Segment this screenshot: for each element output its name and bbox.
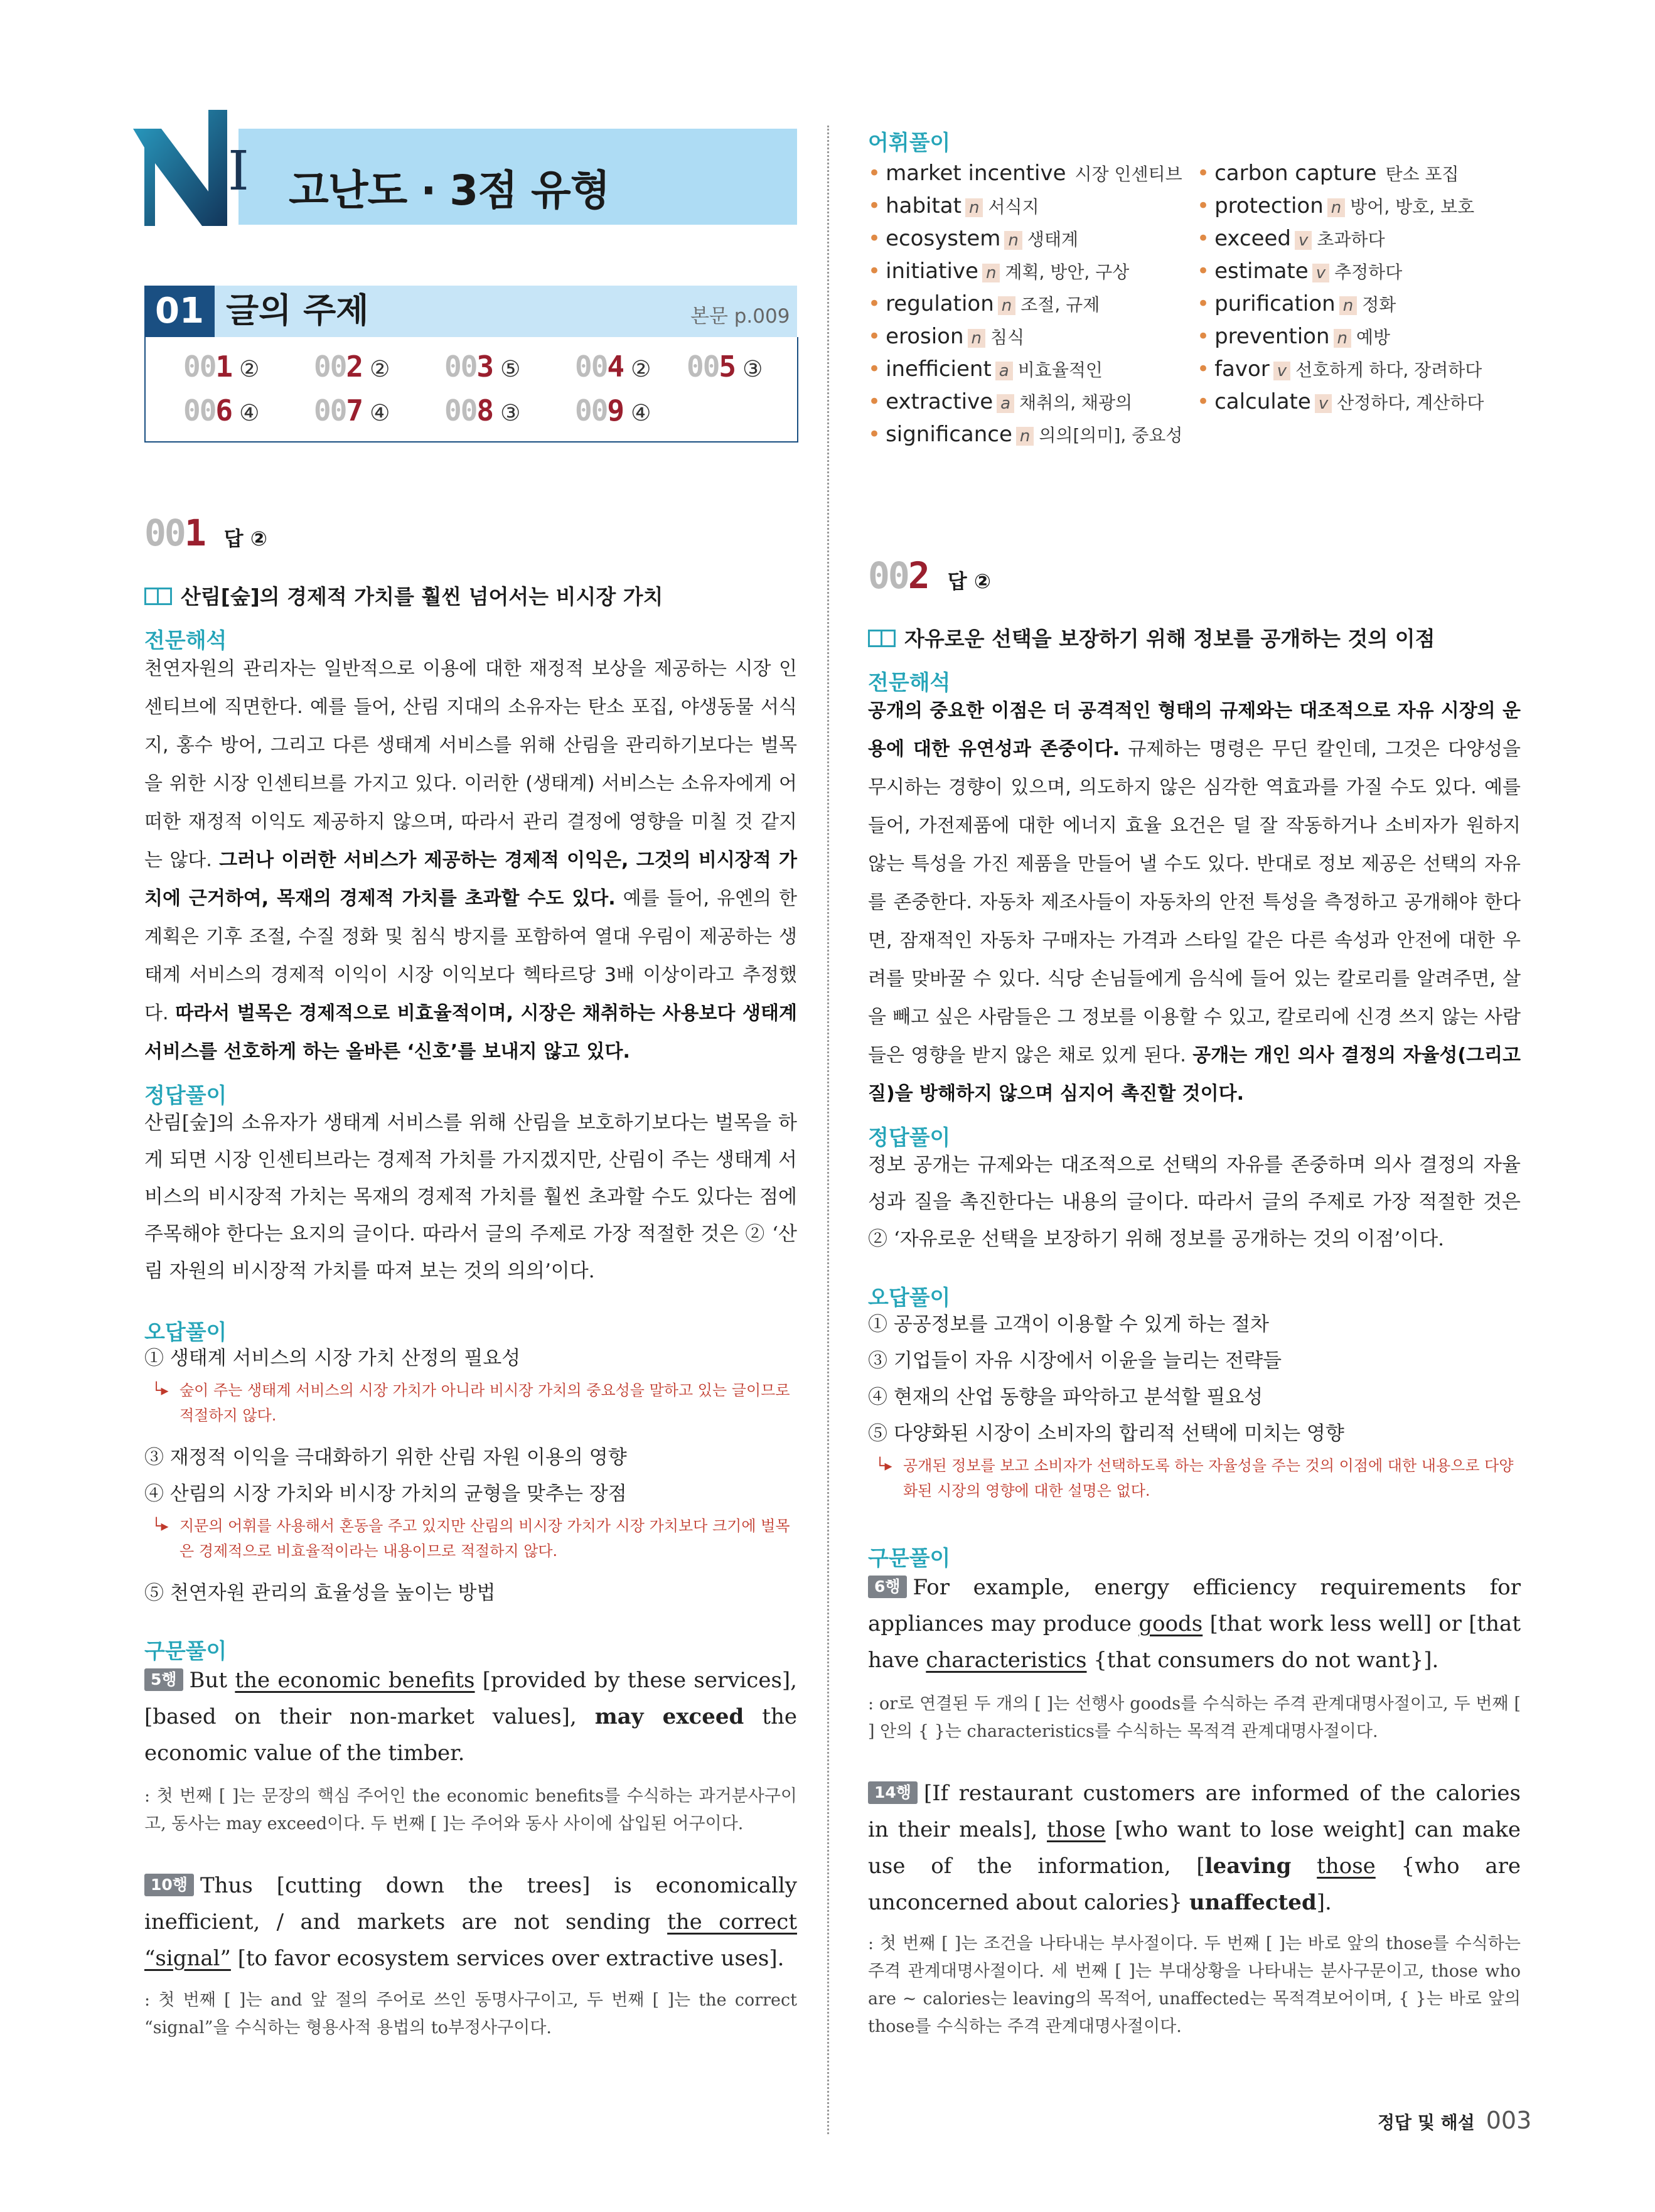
vocab-meaning: 탄소 포집	[1385, 164, 1459, 185]
vocab-word: ecosystem	[886, 226, 1001, 251]
q002-wrong-option-3: ③ 기업들이 자유 시장에서 이윤을 늘리는 전략들	[868, 1350, 1282, 1372]
q001-wrong-note-1: └▸ 숲이 주는 생태계 서비스의 시장 가치가 아니라 비시장 가치의 중요성을 말하고 있는 글이므로 적절하지 않다.	[152, 1378, 797, 1428]
vocab-pos: n	[968, 329, 985, 348]
vocab-word: prevention	[1214, 324, 1330, 349]
vocab-word: initiative	[886, 259, 978, 284]
vocab-word: erosion	[886, 324, 964, 349]
vocab-pos: n	[998, 296, 1015, 315]
vocab-meaning: 추정하다	[1334, 262, 1403, 282]
answer-key-item: 003 ⑤	[444, 350, 521, 384]
answer-key-item: 007 ④	[314, 394, 390, 427]
bullet-icon: •	[868, 422, 881, 447]
q001-syntax-label: 구문풀이	[144, 1639, 227, 1664]
vocab-item	[868, 320, 1024, 354]
q001-syntax-sentence-2: 10행 Thus [cutting down the trees] is economically inefficient, / and markets are not sending the correct “signal” [to favor ecosystem services over extractive uses].	[144, 1873, 797, 1971]
vocab-meaning: 채취의, 채광의	[1019, 392, 1133, 413]
question-number-002: 002 답 ②	[868, 554, 991, 597]
q001-syntax-explanation-1: : 첫 번째 [ ]는 문장의 핵심 주어인 the economic benefits를 수식하는 과거분사구이고, 동사는 may exceed이다. 두 번째 [ ]는 주어와 동사 사이에 삽입된 어구이다.	[144, 1786, 797, 1833]
bullet-icon: •	[1197, 357, 1210, 382]
answer-key-item: 009 ④	[575, 394, 651, 427]
bullet-icon: •	[868, 324, 881, 349]
answer-key-item: 005 ③	[687, 350, 763, 384]
vocab-meaning: 의의[의미], 중요성	[1039, 425, 1183, 446]
q002-wrong-option-1: ① 공공정보를 고객이 이용할 수 있게 하는 절차	[868, 1313, 1270, 1336]
answer-key-item: 004 ②	[575, 350, 651, 384]
answer-key-item: 008 ③	[444, 394, 521, 427]
vocab-item	[1197, 385, 1484, 419]
q001-syntax-sentence-1: 5행 But the economic benefits [provided by these services], [based on their non-market values], may exceed the economic value of the timber.	[144, 1668, 797, 1766]
q002-wrong-option-4: ④ 현재의 산업 동향을 파악하고 분석할 필요성	[868, 1386, 1263, 1409]
bullet-icon: •	[868, 226, 881, 251]
answer-key-box	[144, 337, 798, 443]
q002-answer-explanation: 정보 공개는 규제와는 대조적으로 선택의 자유를 존중하며 의사 결정의 자율성과 질을 촉진한다는 내용의 글이다. 따라서 글의 주제로 가장 적절한 것은 ② ‘자유로운 선택을 보장하기 위해 정보를 공개하는 것의 이점’이다.	[868, 1154, 1521, 1250]
vocab-word: inefficient	[886, 357, 992, 382]
vocab-item	[1197, 157, 1459, 191]
vocab-pos: n	[1004, 231, 1022, 250]
vocab-word: carbon capture	[1214, 161, 1377, 186]
vocab-meaning: 시장 인센티브	[1074, 164, 1182, 185]
vocab-meaning: 생태계	[1027, 229, 1079, 250]
q002-wrong-label: 오답풀이	[868, 1286, 951, 1311]
bullet-icon: •	[1197, 161, 1210, 186]
vocab-meaning: 정화	[1362, 294, 1396, 315]
q001-wrong-option-4: ④ 산림의 시장 가치와 비시장 가치의 균형을 맞추는 장점	[144, 1483, 627, 1505]
bullet-icon: •	[1197, 389, 1210, 414]
vocab-meaning: 조절, 규제	[1020, 294, 1100, 315]
bullet-icon: •	[1197, 226, 1210, 251]
vocab-meaning: 예방	[1356, 327, 1391, 348]
vocab-word: calculate	[1214, 389, 1311, 414]
q002-syntax-explanation-2: : 첫 번째 [ ]는 조건을 나타내는 부사절이다. 두 번째 [ ]는 바로 앞의 those를 수식하는 주격 관계대명사절이다. 세 번째 [ ]는 부대상황을 나타내는 분사구문이고, those who are ~ calories는 leaving의 목적어, unaffected는 목적격보어이며, { }는 바로 앞의 those를 수식하는 주격 관계대명사절이다.	[868, 1934, 1521, 2036]
vocab-meaning: 선호하게 하다, 장려하다	[1295, 360, 1482, 380]
vocab-pos: n	[1327, 198, 1345, 217]
q001-translation-label: 전문해석	[144, 628, 227, 653]
return-arrow-icon: └▸	[152, 1517, 169, 1535]
vocab-item	[868, 385, 1132, 419]
vocab-meaning: 산정하다, 계산하다	[1337, 392, 1484, 413]
vocab-pos: n	[1016, 427, 1034, 446]
bullet-icon: •	[868, 161, 881, 186]
vocab-pos: a	[995, 362, 1013, 380]
answer-key-item: 002 ②	[314, 350, 390, 384]
q002-translation-label: 전문해석	[868, 670, 951, 695]
q002-wrong-option-5: ⑤ 다양화된 시장이 소비자의 합리적 선택에 미치는 영향	[868, 1422, 1344, 1445]
q001-wrong-option-1: ① 생태계 서비스의 시장 가치 산정의 필요성	[144, 1347, 521, 1370]
vocab-item	[868, 255, 1129, 289]
vocab-word: estimate	[1214, 259, 1309, 284]
vocab-pos: n	[982, 264, 1000, 282]
vocab-pos: v	[1312, 264, 1329, 282]
q001-wrong-option-3: ③ 재정적 이익을 극대화하기 위한 산림 자원 이용의 영향	[144, 1446, 627, 1469]
vocab-meaning: 서식지	[988, 196, 1039, 217]
vocab-label: 어휘풀이	[868, 131, 951, 156]
bullet-icon: •	[1197, 291, 1210, 316]
vocab-meaning: 비효율적인	[1017, 360, 1103, 380]
q002-topic: 자유로운 선택을 보장하기 위해 정보를 공개하는 것의 이점	[868, 623, 1435, 652]
q001-wrong-note-4: └▸ 지문의 어휘를 사용해서 혼동을 주고 있지만 산림의 비시장 가치가 시장 가치보다 크기에 벌목은 경제적으로 비효율적이라는 내용이므로 적절하지 않다.	[152, 1513, 797, 1564]
footer-label: 정답 및 해설	[1378, 2112, 1475, 2133]
vocab-word: extractive	[886, 389, 994, 414]
book-icon	[144, 588, 172, 605]
section-number: 01	[144, 286, 215, 337]
q002-syntax-sentence-1: 6행 For example, energy efficiency requirements for appliances may produce goods [that work less well] or [that have characteristics {that consumers do not want}].	[868, 1575, 1521, 1673]
line-tag: 6행	[868, 1576, 907, 1598]
vocab-item	[868, 287, 1100, 321]
vocab-pos: v	[1315, 394, 1332, 413]
line-tag: 5행	[144, 1668, 183, 1691]
question-number-001: 001 답 ②	[144, 512, 267, 554]
vocab-word: favor	[1214, 357, 1270, 382]
vocab-item	[1197, 353, 1482, 387]
vocab-word: exceed	[1214, 226, 1292, 251]
return-arrow-icon: └▸	[876, 1457, 892, 1474]
q001-wrong-option-5: ⑤ 천연자원 관리의 효율성을 높이는 방법	[144, 1582, 496, 1604]
vocab-pos: a	[997, 394, 1014, 413]
section-title: 글의 주제	[226, 291, 369, 330]
vocab-pos: v	[1273, 362, 1290, 380]
q001-translation-text: 천연자원의 관리자는 일반적으로 이용에 대한 재정적 보상을 제공하는 시장 인센티브에 직면한다. 예를 들어, 산림 지대의 소유자는 탄소 포집, 야생동물 서식지, 홍수 방어, 그리고 다른 생태계 서비스를 위해 산림을 관리하기보다는 벌목을 위한 시장 인센티브를 가지고 있다. 이러한 (생태계) 서비스는 소유자에게 어떠한 재정적 이익도 제공하지 않으며, 따라서 관리 결정에 영향을 미칠 것 같지는 않다. 그러나 이러한 서비스가 제공하는 경제적 이익은, 그것의 비시장적 가치에 근거하여, 목재의 경제적 가치를 초과할 수도 있다. 예를 들어, 유엔의 한 계획은 기후 조절, 수질 정화 및 침식 방지를 포함하여 열대 우림이 제공하는 생태계 서비스의 경제적 이익이 시장 이익보다 헥타르당 3배 이상이라고 추정했다. 따라서 벌목은 경제적으로 비효율적이며, 시장은 채취하는 사용보다 생태계 서비스를 선호하게 하는 올바른 ‘신호’를 보내지 않고 있다.	[144, 658, 797, 1063]
q001-answer-explanation: 산림[숲]의 소유자가 생태계 서비스를 위해 산림을 보호하기보다는 벌목을 하게 되면 시장 인센티브라는 경제적 가치를 가지겠지만, 산림이 주는 생태계 서비스의 비시장적 가치는 목재의 경제적 가치를 훨씬 초과할 수도 있다는 점에 주목해야 한다는 요지의 글이다. 따라서 글의 주제로 가장 적절한 것은 ② ‘산림 자원의 비시장적 가치를 따져 보는 것의 의의’이다.	[144, 1112, 797, 1282]
bullet-icon: •	[868, 389, 881, 414]
q001-wrong-label: 오답풀이	[144, 1320, 227, 1345]
q001-syntax-explanation-2: : 첫 번째 [ ]는 and 앞 절의 주어로 쓰인 동명사구이고, 두 번째 [ ]는 the correct “signal”을 수식하는 형용사적 용법의 to부정사구이다.	[144, 1990, 797, 2038]
vocab-meaning: 계획, 방안, 구상	[1005, 262, 1130, 282]
q002-syntax-label: 구문풀이	[868, 1546, 951, 1571]
bullet-icon: •	[868, 357, 881, 382]
page-footer	[1378, 2107, 1531, 2134]
vocab-pos: n	[965, 198, 983, 217]
q002-translation-text: 공개의 중요한 이점은 더 공격적인 형태의 규제와는 대조적으로 자유 시장의 운용에 대한 유연성과 존중이다. 규제하는 명령은 무딘 칼인데, 그것은 다양성을 무시하는 경향이 있으며, 의도하지 않은 심각한 역효과를 가질 수도 있다. 예를 들어, 가전제품에 대한 에너지 효율 요건은 덜 잘 작동하거나 소비자가 원하지 않는 특성을 가진 제품을 만들어 낼 수도 있다. 반대로 정보 제공은 선택의 자유를 존중한다. 자동차 제조사들이 자동차의 안전 특성을 측정하고 공개해야 한다면, 잠재적인 자동차 구매자는 가격과 스타일 같은 다른 속성과 안전에 대한 우려를 맞바꿀 수 있다. 식당 손님들에게 음식에 들어 있는 칼로리를 알려주면, 살을 빼고 싶은 사람들은 그 정보를 이용할 수 있고, 칼로리에 신경 쓰지 않는 사람들은 영향을 받지 않은 채로 있게 된다. 공개는 개인 의사 결정의 자율성(그리고 질)을 방해하지 않으며 심지어 촉진할 것이다.	[868, 700, 1521, 1105]
q001-answer-label: 정답풀이	[144, 1083, 227, 1109]
vocab-item	[1197, 255, 1402, 289]
answer-key-item: 006 ④	[183, 394, 260, 427]
bullet-icon: •	[1197, 259, 1210, 284]
vocab-meaning: 초과하다	[1317, 229, 1385, 250]
column-divider	[827, 126, 829, 2134]
q002-wrong-note-5: └▸ 공개된 정보를 보고 소비자가 선택하도록 하는 자율성을 주는 것의 이점에 대한 내용으로 다양화된 시장의 영향에 대한 설명은 없다.	[876, 1453, 1521, 1503]
vocab-pos: v	[1295, 231, 1312, 250]
bullet-icon: •	[868, 259, 881, 284]
vocab-item	[868, 353, 1103, 387]
bullet-icon: •	[868, 291, 881, 316]
section-page-reference: 본문 p.009	[690, 305, 790, 328]
line-tag: 14행	[868, 1781, 918, 1804]
vocab-item	[868, 157, 1182, 191]
answer-key-item: 001 ②	[183, 350, 260, 384]
q002-answer-label: 정답풀이	[868, 1125, 951, 1151]
vocab-word: purification	[1214, 291, 1336, 316]
vocab-pos: n	[1339, 296, 1357, 315]
vocab-item	[1197, 287, 1396, 321]
page-number: 003	[1486, 2107, 1532, 2134]
vocab-item	[868, 418, 1182, 452]
vocab-item	[1197, 222, 1385, 256]
q002-syntax-explanation-1: : or로 연결된 두 개의 [ ]는 선행사 goods를 수식하는 주격 관계대명사절이고, 두 번째 [ ] 안의 { }는 characteristics를 수식하는 목적격 관계대명사절이다.	[868, 1694, 1521, 1741]
chapter-roman-numeral: I	[228, 140, 249, 203]
bullet-icon: •	[1197, 193, 1210, 218]
q001-topic: 산림[숲]의 경제적 가치를 훨씬 넘어서는 비시장 가치	[144, 581, 663, 610]
vocab-word: market incentive	[886, 161, 1066, 186]
vocab-item	[868, 222, 1078, 256]
vocab-meaning: 방어, 방호, 보호	[1350, 196, 1475, 217]
q002-syntax-sentence-2: 14행 [If restaurant customers are informed of the calories in their meals], those [who want to lose weight] can make use of the information, [leaving those {who are unconcerned about calories} unaffected].	[868, 1781, 1521, 1915]
bullet-icon: •	[1197, 324, 1210, 349]
return-arrow-icon: └▸	[152, 1382, 169, 1399]
chapter-title: 고난도 · 3점 유형	[289, 166, 610, 215]
vocab-item	[1197, 320, 1390, 354]
chapter-n-logo-icon	[133, 110, 227, 226]
vocab-word: significance	[886, 422, 1012, 447]
vocab-word: protection	[1214, 193, 1324, 218]
line-tag: 10행	[144, 1874, 194, 1896]
vocab-pos: n	[1334, 329, 1351, 348]
vocab-word: habitat	[886, 193, 961, 218]
vocab-meaning: 침식	[990, 327, 1025, 348]
vocab-word: regulation	[886, 291, 994, 316]
bullet-icon: •	[868, 193, 881, 218]
vocab-item	[1197, 190, 1474, 223]
vocab-item	[868, 190, 1039, 223]
book-icon	[868, 630, 896, 647]
